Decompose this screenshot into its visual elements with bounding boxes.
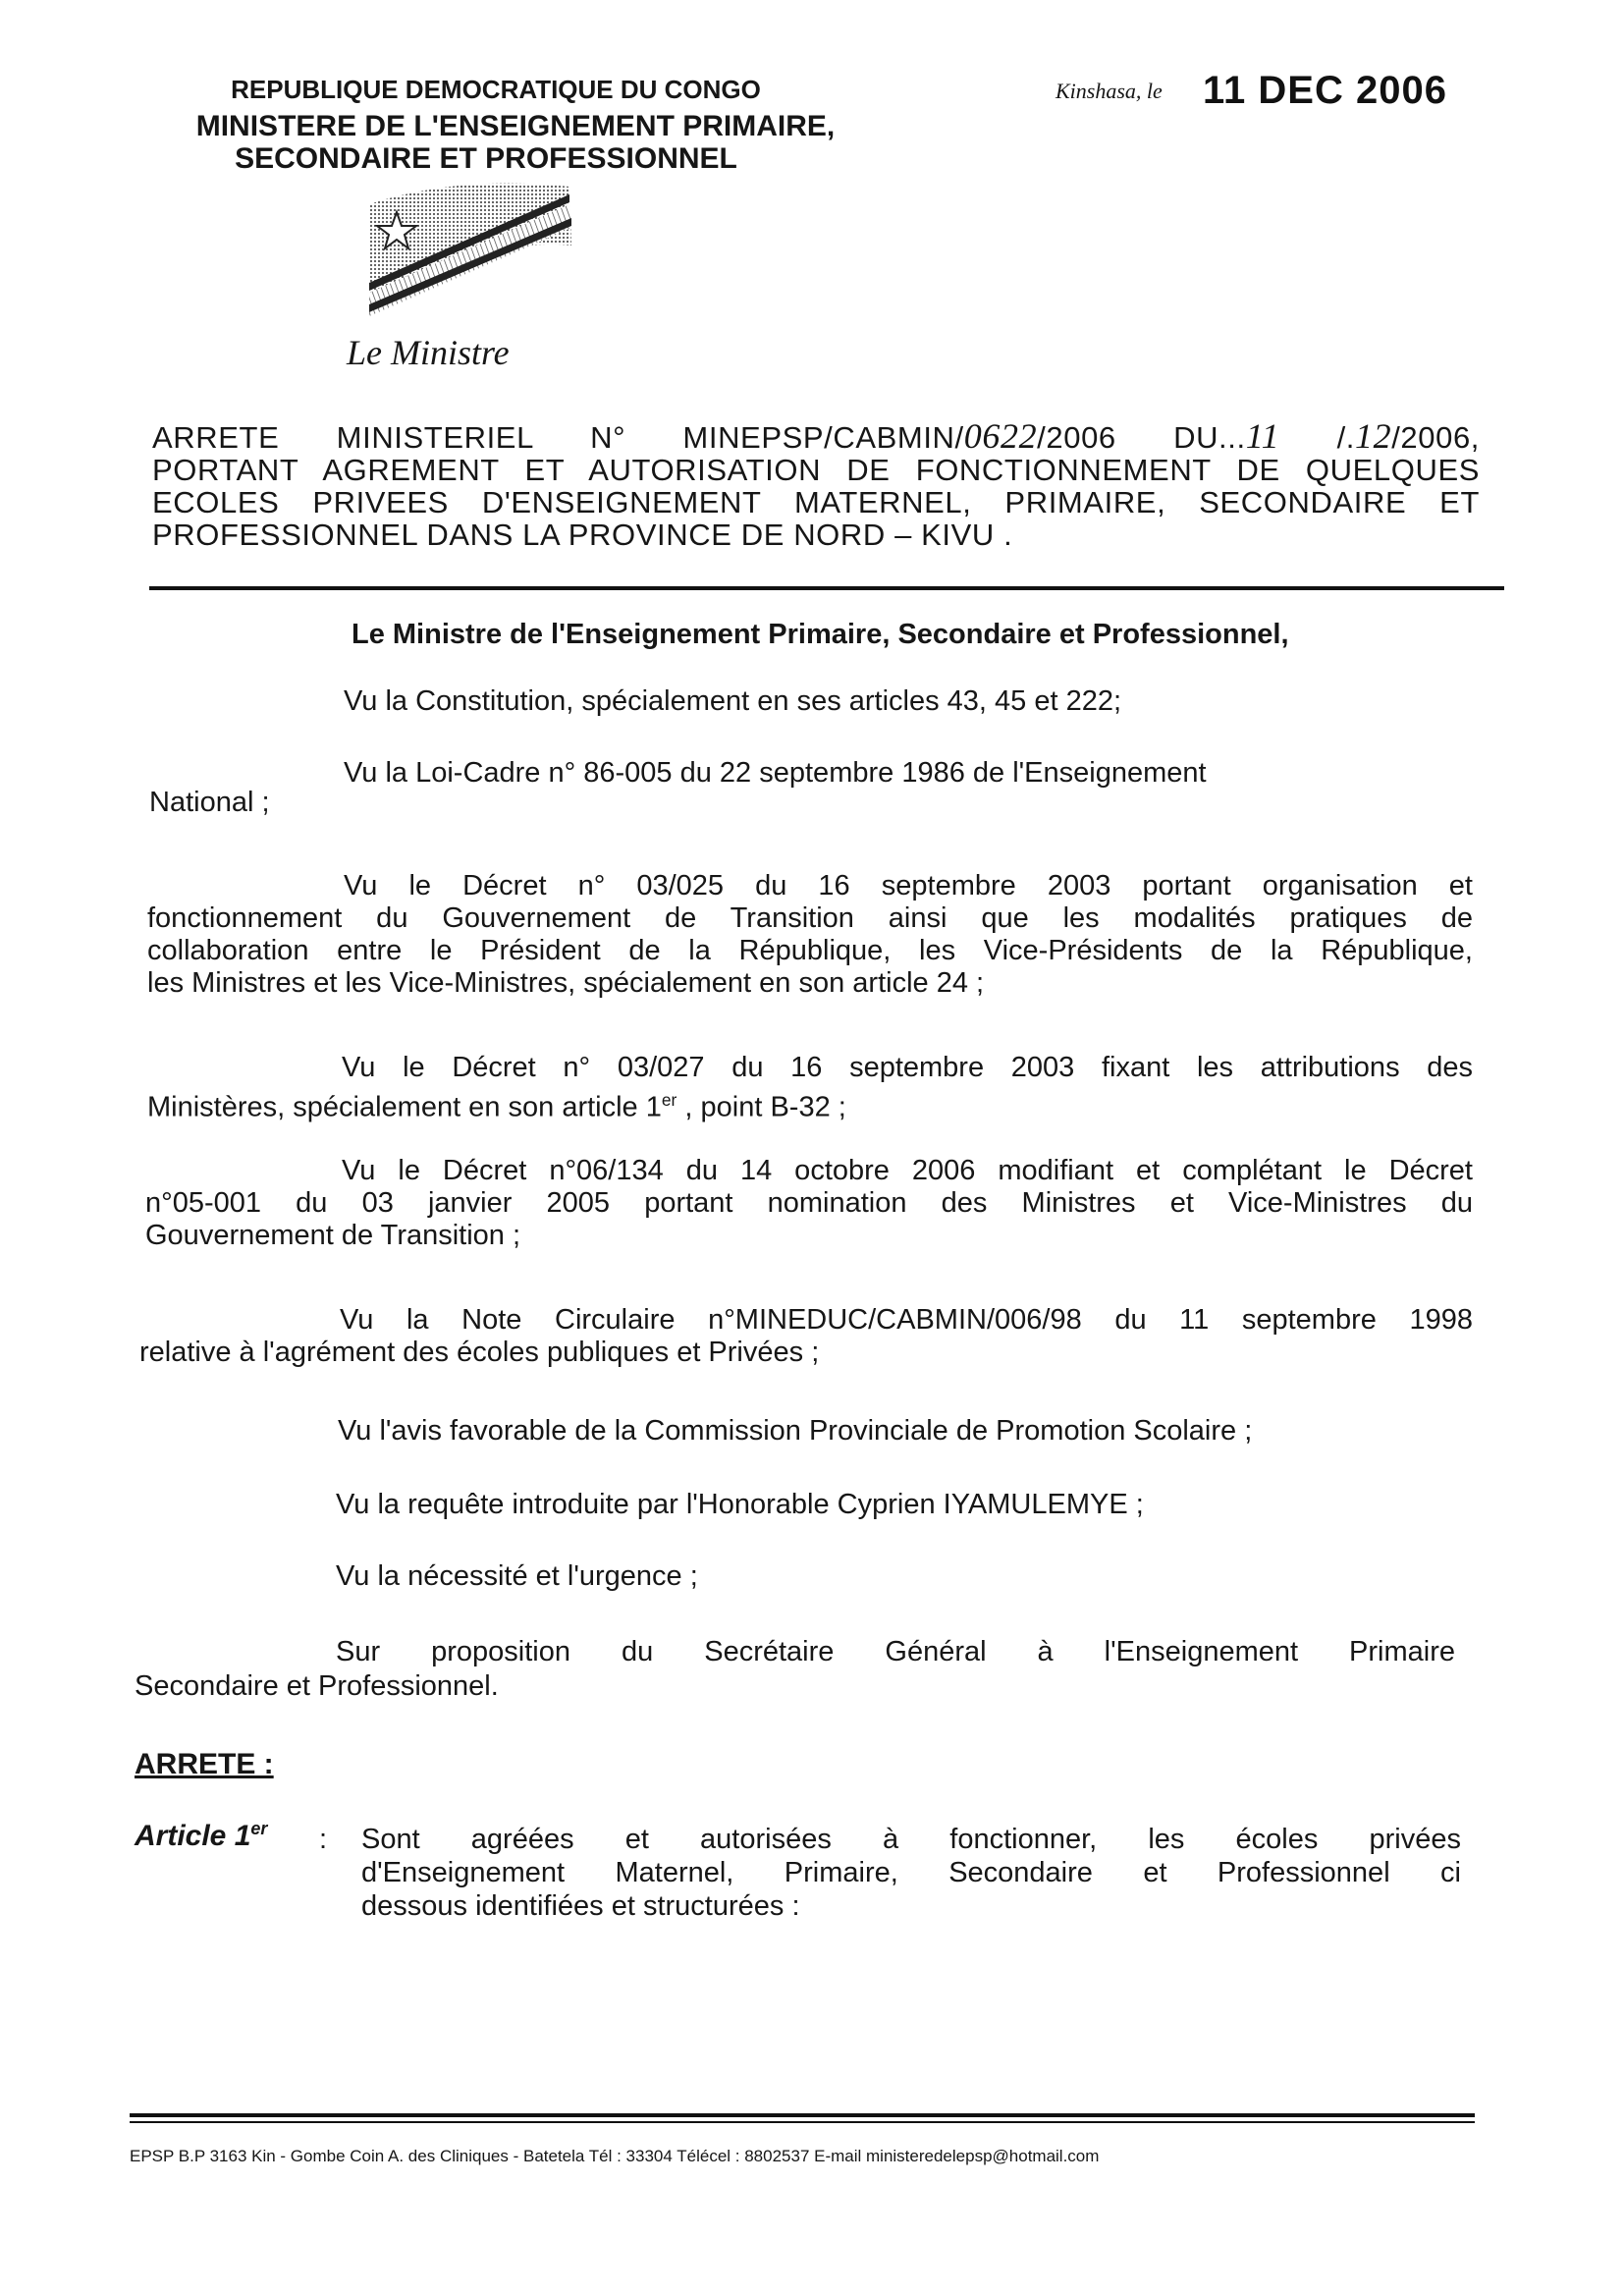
decree-title [152,416,1480,552]
arrete-heading: ARRETE : [135,1748,274,1780]
visa-note-circulaire-line2: relative à l'agrément des écoles publiques et Privées ; [139,1337,820,1368]
article-1-line3: dessous identifiées et structurées : [361,1890,800,1922]
visa-decret-025-line3: collaboration entre le Président de la République, les Vice-Présidents de la République, [147,935,1473,966]
place-label: Kinshasa, le [1056,79,1163,103]
ministry-name-line1: MINISTERE DE L'ENSEIGNEMENT PRIMAIRE, [195,110,836,142]
visa-decret-134-line1: Vu le Décret n°06/134 du 14 octobre 2006 modifiant et complétant le Décret [342,1155,1473,1186]
decree-day-handwritten: 11 [1245,416,1280,456]
visa-requete: Vu la requête introduite par l'Honorable Cyprien IYAMULEMYE ; [336,1489,1144,1520]
visa-note-circulaire-line1: Vu la Note Circulaire n°MINEDUC/CABMIN/006/98 du 11 septembre 1998 [340,1304,1473,1336]
article-1-colon: : [319,1824,328,1855]
decree-month-handwritten: 12 [1355,416,1392,456]
decree-number-handwritten: 0622 [963,416,1038,456]
article-1-line2: d'Enseignement Maternel, Primaire, Secondaire et Professionnel ci [361,1857,1461,1888]
visa-constitution: Vu la Constitution, spécialement en ses articles 43, 45 et 222; [344,685,1122,717]
minister-intro: Le Ministre de l'Enseignement Primaire, Secondaire et Professionnel, [352,619,1289,650]
decree-title-line4: PROFESSIONNEL DANS LA PROVINCE DE NORD – KIVU . [152,518,1013,552]
visa-decret-025-line1: Vu le Décret n° 03/025 du 16 septembre 2003 portant organisation et [344,870,1473,901]
article-1-label: Article 1er [135,1819,268,1852]
ministry-name-line2: SECONDAIRE ET PROFESSIONNEL [235,142,737,175]
country-name: REPUBLIQUE DEMOCRATIQUE DU CONGO [231,75,761,104]
proposition-line1: Sur proposition du Secrétaire Général à l'Enseignement Primaire [336,1636,1455,1667]
title-divider [149,586,1504,590]
decree-title-line2: PORTANT AGREMENT ET AUTORISATION DE FONCTIONNEMENT DE QUELQUES [152,453,1480,487]
visa-decret-134-line3: Gouvernement de Transition ; [145,1220,521,1251]
visa-loi-cadre-line1: Vu la Loi-Cadre n° 86-005 du 22 septembre 1986 de l'Enseignement [344,757,1207,789]
decree-title-line3: ECOLES PRIVEES D'ENSEIGNEMENT MATERNEL, PRIMAIRE, SECONDAIRE ET [152,485,1480,519]
visa-urgence: Vu la nécessité et l'urgence ; [336,1560,698,1592]
minister-title: Le Ministre [347,333,510,372]
visa-decret-025-line2: fonctionnement du Gouvernement de Transition ainsi que les modalités pratiques de [147,902,1473,934]
proposition-line2: Secondaire et Professionnel. [135,1670,499,1702]
visa-decret-027-line1: Vu le Décret n° 03/027 du 16 septembre 2003 fixant les attributions des [342,1052,1473,1083]
flag-emblem-icon [361,177,577,319]
decree-title-line1: ARRETE MINISTERIEL N° MINEPSP/CABMIN/0622/2006 DU...11 /.12/2006, [152,416,1480,456]
date-stamp: 11 DEC 2006 [1203,69,1447,112]
footer-contact: EPSP B.P 3163 Kin - Gombe Coin A. des Cliniques - Batetela Tél : 33304 Télécel : 8802537 E-mail ministeredelepsp@hotmail.com [130,2147,1100,2165]
footer-divider-thin [130,2121,1475,2123]
visa-decret-025-line4: les Ministres et les Vice-Ministres, spécialement en son article 24 ; [147,967,985,999]
footer-divider [130,2113,1475,2117]
visa-avis-favorable: Vu l'avis favorable de la Commission Provinciale de Promotion Scolaire ; [338,1415,1253,1447]
article-1-line1: Sont agréées et autorisées à fonctionner, les écoles privées [361,1824,1461,1855]
visa-decret-134-line2: n°05-001 du 03 janvier 2005 portant nomination des Ministres et Vice-Ministres du [145,1187,1473,1219]
visa-decret-027-line2: Ministères, spécialement en son article 1er , point B-32 ; [147,1090,846,1123]
visa-loi-cadre-line2: National ; [149,787,270,818]
